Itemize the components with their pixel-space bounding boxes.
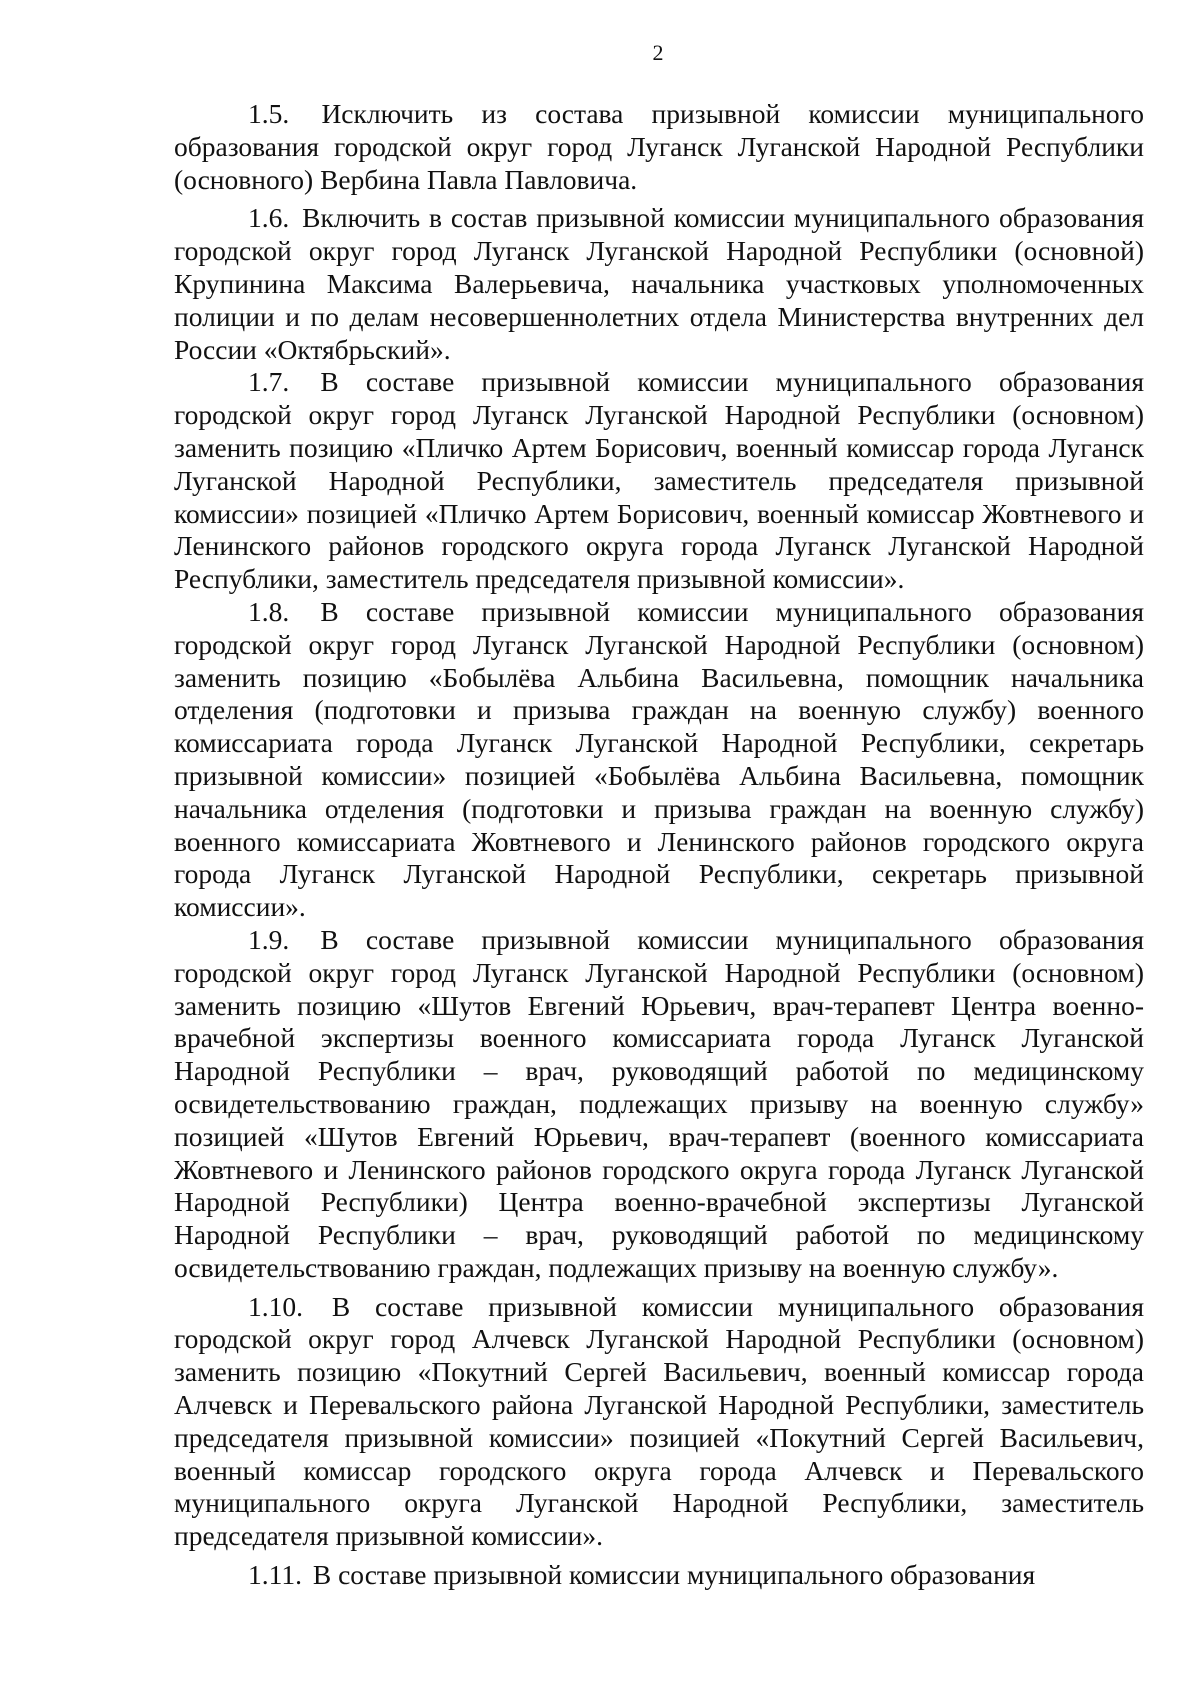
clause-text: Включить в состав призывной комиссии муниципального образования городской округ город Луганск Луганской Народной Республики (основной) Крупинина Максима Валерьевича, начальника участковых уполномоченных полиции и по делам несовершеннолетних отдела Министерства внутренних дел России «Октябрьский».	[174, 202, 1145, 365]
clause-1-6	[174, 202, 1144, 366]
clause-1-5	[174, 98, 1144, 196]
clause-1-10	[174, 1291, 1144, 1553]
clause-number: 1.11.	[248, 1559, 302, 1591]
clause-number: 1.8.	[248, 595, 290, 627]
clause-number: 1.5.	[248, 98, 290, 129]
clause-1-8	[174, 596, 1144, 924]
clause-1-7	[174, 366, 1144, 596]
document-body	[174, 98, 1144, 1592]
clause-text: Исключить из состава призывной комиссии муниципального образования городской округ город Луганск Луганской Народной Республики (основного) Вербина Павла Павловича.	[174, 98, 1144, 195]
clause-1-11	[174, 1559, 1144, 1592]
clause-text: В составе призывной комиссии муниципального образования городской округ город Луганск Луганской Народной Республики (основном) заменить позицию «Бобылёва Альбина Васильевна, помощник начальника отделения (подготовки и призыва граждан на военную службу) военного комиссариата города Луганск Луганской Народной Республики, секретарь призывной комиссии» позицией «Бобылёва Альбина Васильевна, помощник начальника отделения (подготовки и призыва граждан на военную службу) военного комиссариата Жовтневого и Ленинского районов городского округа города Луганск Луганской Народной Республики, секретарь призывной комиссии».	[174, 595, 1144, 923]
page-number: 2	[652, 40, 664, 65]
clause-number: 1.10.	[248, 1290, 303, 1322]
clause-number: 1.9.	[248, 923, 290, 955]
clause-text: В составе призывной комиссии муниципального образования городской округ город Алчевск Луганской Народной Республики (основном) заменить позицию «Покутний Сергей Васильевич, военный комиссар города Алчевск и Перевальского района Луганской Народной Республики, заместитель председателя призывной комиссии» позицией «Покутний Сергей Васильевич, военный комиссар городского округа города Алчевск и Перевальского муниципального округа Луганской Народной Республики, заместитель председателя призывной комиссии».	[174, 1290, 1144, 1552]
clause-text: В составе призывной комиссии муниципального образования городской округ город Луганск Луганской Народной Республики (основном) заменить позицию «Шутов Евгений Юрьевич, врач-терапевт Центра военно-врачебной экспертизы военного комиссариата города Луганск Луганской Народной Республики – врач, руководящий работой по медицинскому освидетельствованию граждан, подлежащих призыву на военную службу» позицией «Шутов Евгений Юрьевич, врач-терапевт (военного комиссариата Жовтневого и Ленинского районов городского округа города Луганск Луганской Народной Республики) Центра военно-врачебной экспертизы Луганской Народной Республики – врач, руководящий работой по медицинскому освидетельствованию граждан, подлежащих призыву на военную службу».	[174, 923, 1144, 1283]
clause-number: 1.7.	[248, 366, 290, 398]
clause-number: 1.6.	[248, 202, 290, 234]
clause-text: В составе призывной комиссии муниципального образования	[312, 1559, 1036, 1591]
clause-1-9	[174, 924, 1144, 1285]
clause-text: В составе призывной комиссии муниципального образования городской округ город Луганск Луганской Народной Республики (основном) заменить позицию «Пличко Артем Борисович, военный комиссар города Луганск Луганской Народной Республики, заместитель председателя призывной комиссии» позицией «Пличко Артем Борисович, военный комиссар Жовтневого и Ленинского районов городского округа города Луганск Луганской Народной Республики, заместитель председателя призывной комиссии».	[174, 366, 1144, 595]
